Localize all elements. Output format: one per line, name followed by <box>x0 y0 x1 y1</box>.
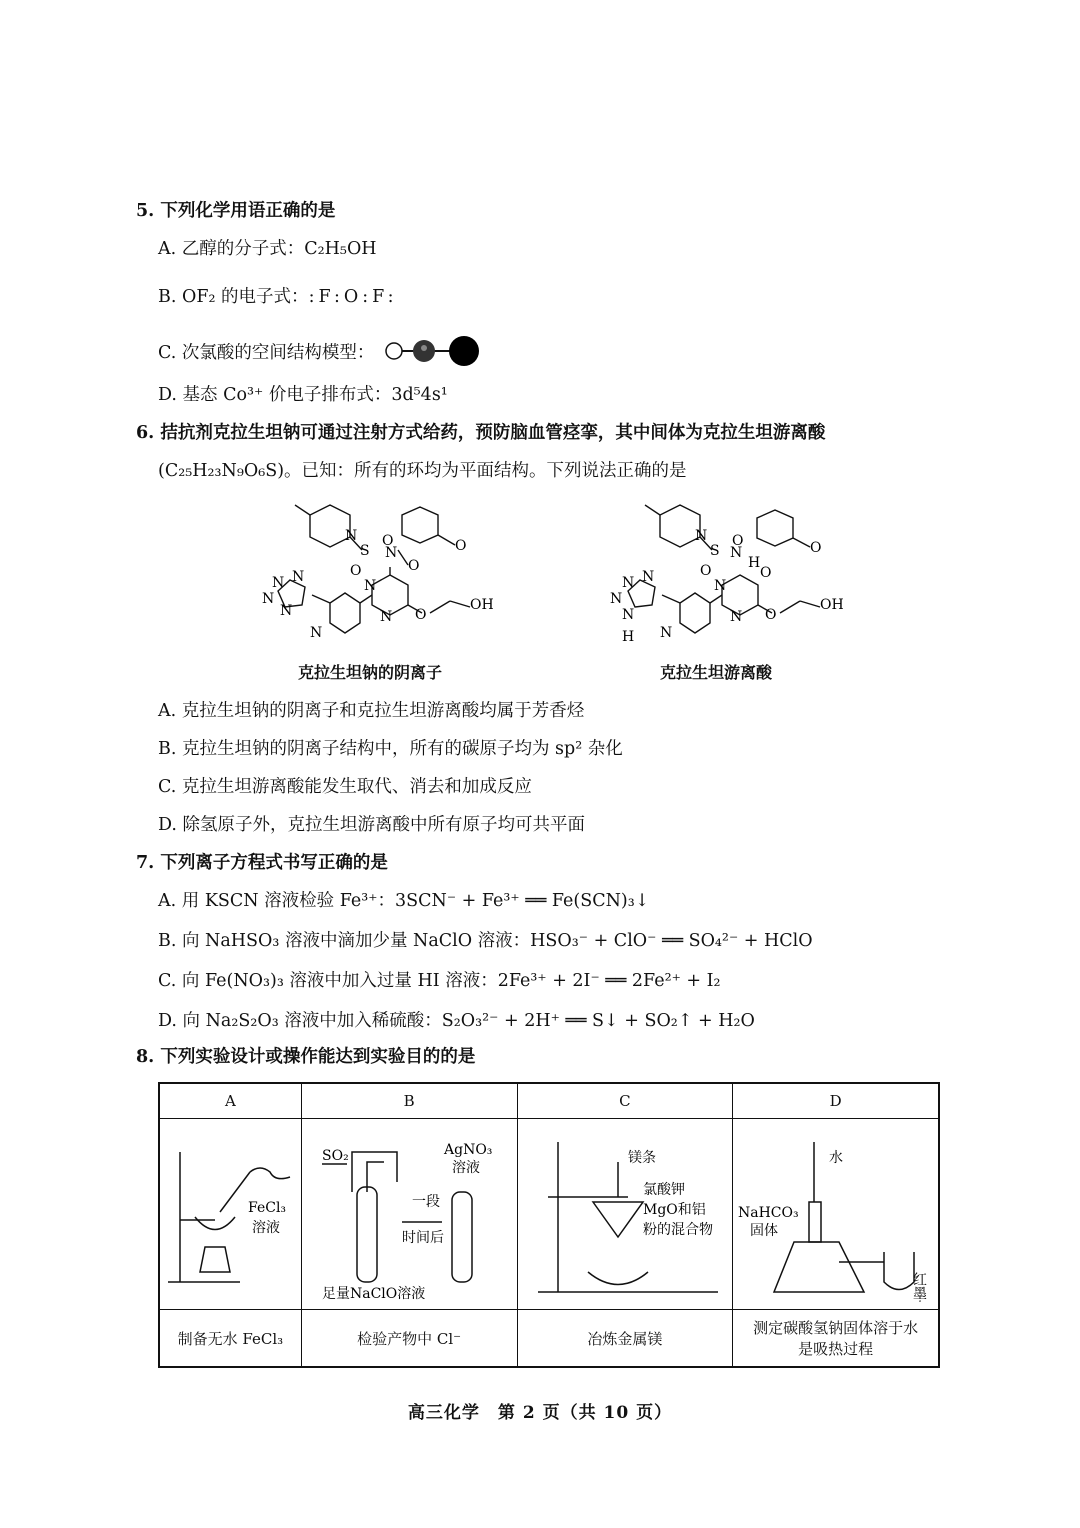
label-mg-ribbon: 镁条 <box>627 1150 656 1166</box>
hclo-ball-model <box>384 334 484 368</box>
svg-text:N: N <box>622 575 635 591</box>
label-naclo: 足量NaClO溶液 <box>322 1286 426 1302</box>
label-fecl3: FeCl₃ <box>248 1200 287 1216</box>
header-b: B <box>301 1083 517 1119</box>
caption-c: 冶炼金属镁 <box>517 1310 733 1368</box>
mol1-caption: 克拉生坦钠的阴离子 <box>298 663 443 682</box>
label-a-solution: 溶液 <box>252 1220 281 1236</box>
q8-stem: 8. 下列实验设计或操作能达到实验目的的是 <box>136 1047 476 1067</box>
svg-text:H: H <box>622 629 635 645</box>
caption-d: 测定碳酸氢钠固体溶于水是吸热过程 <box>733 1310 939 1368</box>
label-kclo3: 氯酸钾 <box>642 1182 685 1198</box>
svg-text:O: O <box>700 563 712 579</box>
q5-option-b <box>158 286 398 308</box>
svg-text:N: N <box>380 609 393 625</box>
q6-option-a: A. 克拉生坦钠的阴离子和克拉生坦游离酸均属于芳香烃 <box>158 701 585 721</box>
svg-text:N: N <box>385 545 398 561</box>
svg-text:N: N <box>730 545 743 561</box>
svg-text:O: O <box>350 563 362 579</box>
q6-option-d: D. 除氢原子外，克拉生坦游离酸中所有原子均可共平面 <box>158 815 586 835</box>
svg-text:N: N <box>310 625 323 641</box>
svg-text:N: N <box>660 625 673 641</box>
label-agno3: AgNO₃ <box>444 1142 493 1158</box>
label-wait-1: 一段 <box>412 1194 441 1210</box>
label-b-solution: 溶液 <box>452 1160 481 1176</box>
label-wait-2: 时间后 <box>402 1230 445 1246</box>
svg-text:N: N <box>622 607 635 623</box>
of2-electron-formula: :F:O:F: <box>308 287 398 307</box>
svg-text:O: O <box>455 538 467 554</box>
label-mgo-al-2: 粉的混合物 <box>642 1222 713 1238</box>
experiment-table <box>158 1082 940 1368</box>
svg-text:N: N <box>262 591 275 607</box>
q6-stem-line1: 6. 拮抗剂克拉生坦钠可通过注射方式给药，预防脑血管痉挛，其中间体为克拉生坦游离酸 <box>136 423 826 443</box>
label-d-solid: 固体 <box>749 1223 778 1239</box>
svg-text:O: O <box>408 558 420 574</box>
svg-text:N: N <box>364 578 377 594</box>
header-a: A <box>159 1083 301 1119</box>
q7-option-d: D. 向 Na₂S₂O₃ 溶液中加入稀硫酸：S₂O₃²⁻ + 2H⁺ ══ S↓ + SO₂↑ + H₂O <box>158 1011 755 1031</box>
q7-stem: 7. 下列离子方程式书写正确的是 <box>136 853 388 873</box>
svg-text:S: S <box>360 543 370 559</box>
apparatus-d <box>733 1119 939 1310</box>
apparatus-b <box>301 1119 517 1310</box>
header-d: D <box>733 1083 939 1119</box>
q5-option-b-prefix: B. OF₂ 的电子式： <box>158 287 309 307</box>
svg-text:N: N <box>272 575 285 591</box>
svg-text:O: O <box>732 533 744 549</box>
svg-text:OH: OH <box>470 597 494 613</box>
svg-text:H: H <box>748 555 761 571</box>
label-so2: SO₂ <box>322 1148 349 1164</box>
molecule-clazosentan-free-acid <box>600 495 860 655</box>
svg-text:OH: OH <box>820 597 844 613</box>
q7-option-b: B. 向 NaHSO₃ 溶液中滴加少量 NaClO 溶液：HSO₃⁻ + ClO⁻ ══ SO₄²⁻ + HClO <box>158 931 813 951</box>
header-c: C <box>517 1083 733 1119</box>
label-water: 水 <box>828 1150 843 1166</box>
svg-text:N: N <box>610 591 623 607</box>
svg-text:N: N <box>642 569 655 585</box>
q5-option-a: A. 乙醇的分子式：C₂H₅OH <box>158 239 377 259</box>
q5-option-c-text: C. 次氯酸的空间结构模型： <box>158 343 375 363</box>
q6-option-b: B. 克拉生坦钠的阴离子结构中，所有的碳原子均为 sp² 杂化 <box>158 739 623 759</box>
page-footer: 高三化学 第 2 页（共 10 页） <box>407 1403 673 1423</box>
q5-option-d: D. 基态 Co³⁺ 价电子排布式：3d⁵4s¹ <box>158 385 448 405</box>
svg-text:O: O <box>810 540 822 556</box>
svg-text:N: N <box>714 578 727 594</box>
svg-text:N: N <box>695 528 708 544</box>
svg-text:S: S <box>710 543 720 559</box>
q7-option-a: A. 用 KSCN 溶液检验 Fe³⁺：3SCN⁻ + Fe³⁺ ══ Fe(SCN)₃↓ <box>158 891 650 911</box>
svg-text:O: O <box>382 533 394 549</box>
svg-text:O: O <box>760 565 772 581</box>
q6-stem-line2: (C₂₅H₂₃N₉O₆S)。已知：所有的环均为平面结构。下列说法正确的是 <box>158 461 687 481</box>
caption-b: 检验产物中 Cl⁻ <box>301 1310 517 1368</box>
q7-option-c: C. 向 Fe(NO₃)₃ 溶液中加入过量 HI 溶液：2Fe³⁺ + 2I⁻ ══ 2Fe²⁺ + I₂ <box>158 971 721 991</box>
caption-a: 制备无水 FeCl₃ <box>159 1310 301 1368</box>
label-mgo-al-1: MgO和铝 <box>642 1202 706 1218</box>
label-nahco3: NaHCO₃ <box>737 1205 799 1221</box>
svg-text:N: N <box>280 603 293 619</box>
apparatus-a <box>159 1119 301 1310</box>
svg-text:N: N <box>730 609 743 625</box>
q5-stem: 5. 下列化学用语正确的是 <box>136 201 336 221</box>
q6-option-c: C. 克拉生坦游离酸能发生取代、消去和加成反应 <box>158 777 532 797</box>
q5-option-c <box>158 342 374 364</box>
svg-text:O: O <box>415 607 427 623</box>
svg-text:N: N <box>292 569 305 585</box>
svg-text:O: O <box>765 607 777 623</box>
molecule-clazosentan-anion <box>250 495 510 655</box>
label-red-ink: 红墨水 <box>910 1272 927 1302</box>
svg-text:N: N <box>345 528 358 544</box>
apparatus-c <box>517 1119 733 1310</box>
mol2-caption: 克拉生坦游离酸 <box>660 663 773 682</box>
